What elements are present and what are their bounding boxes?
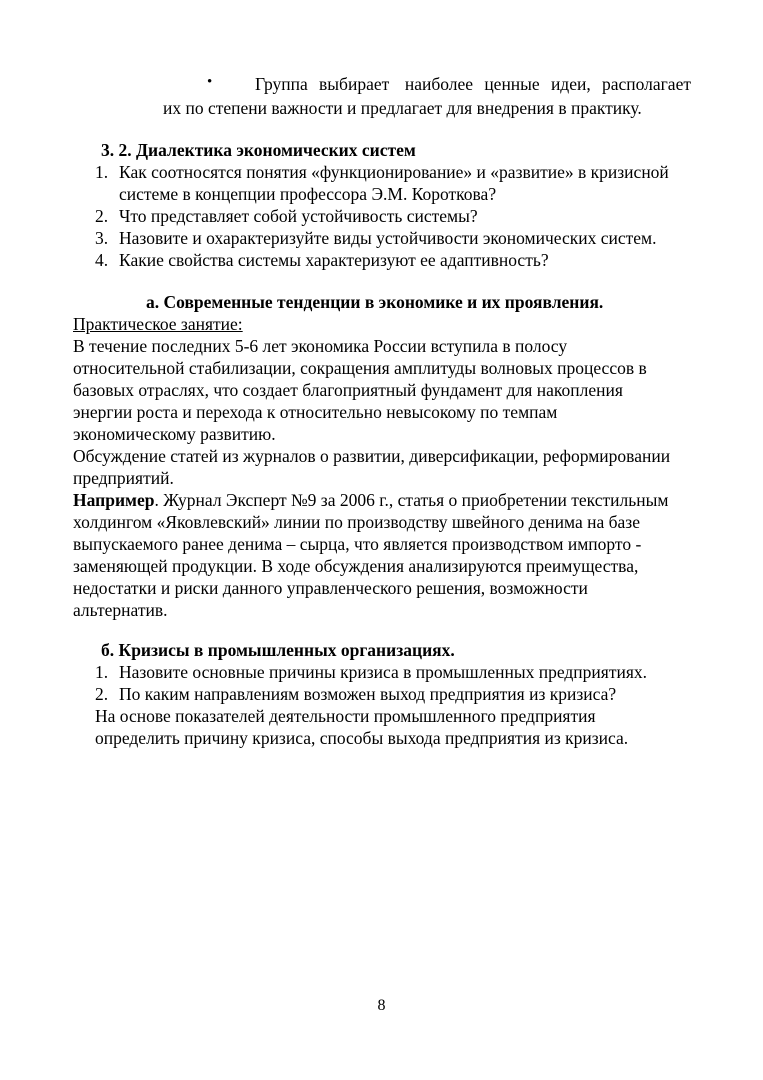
list-number: 1. bbox=[95, 662, 109, 682]
example-line bbox=[73, 489, 668, 511]
word: выбирает bbox=[319, 74, 390, 94]
section-a-heading: а. Современные тенденции в экономике и их проявления. bbox=[146, 292, 604, 312]
practical-session-label: Практическое занятие: bbox=[73, 314, 243, 334]
list-item: Назовите основные причины кризиса в промышленных предприятиях. bbox=[119, 662, 648, 682]
list-item: По каким направлениям возможен выход предприятия из кризиса? bbox=[119, 684, 617, 704]
paragraph-line: выпускаемого ранее денима – сырца, что является производством импорто - bbox=[73, 534, 642, 554]
section-3-2-heading: 3. 2. Диалектика экономических систем bbox=[101, 140, 416, 160]
paragraph-line: экономическому развитию. bbox=[73, 424, 276, 444]
word: располагает bbox=[601, 74, 691, 94]
paragraph-line: базовых отраслях, что создает благоприятный фундамент для накопления bbox=[73, 380, 623, 400]
paragraph-line: На основе показателей деятельности промышленного предприятия bbox=[95, 706, 596, 726]
list-number: 2. bbox=[95, 206, 109, 226]
word: идеи, bbox=[550, 74, 591, 94]
word: Группа bbox=[255, 74, 308, 94]
list-number: 4. bbox=[95, 250, 109, 270]
bullet-text-line2: их по степени важности и предлагает для внедрения в практику. bbox=[163, 98, 642, 118]
paragraph-line: альтернатив. bbox=[73, 600, 168, 620]
paragraph-line: энергии роста и перехода к относительно невысокому по темпам bbox=[73, 402, 558, 422]
paragraph-line: определить причину кризиса, способы выхода предприятия из кризиса. bbox=[95, 728, 629, 748]
word: ценные bbox=[484, 74, 540, 94]
paragraph-line: холдингом «Яковлевский» линии по производству швейного денима на базе bbox=[73, 512, 640, 532]
section-b-heading: б. Кризисы в промышленных организациях. bbox=[101, 640, 455, 660]
example-text: . Журнал Эксперт №9 за 2006 г., статья о приобретении текстильным bbox=[154, 490, 669, 510]
list-item: Какие свойства системы характеризуют ее адаптивность? bbox=[119, 250, 549, 270]
list-number: 1. bbox=[95, 162, 109, 182]
paragraph-line: недостатки и риски данного управленческого решения, возможности bbox=[73, 578, 588, 598]
list-item: Назовите и охарактеризуйте виды устойчивости экономических систем. bbox=[119, 228, 657, 248]
paragraph-line: предприятий. bbox=[73, 468, 174, 488]
list-number: 2. bbox=[95, 684, 109, 704]
paragraph-line: заменяющей продукции. В ходе обсуждения анализируются преимущества, bbox=[73, 556, 639, 576]
list-number: 3. bbox=[95, 228, 109, 248]
example-label: Например bbox=[73, 490, 155, 510]
list-item: Что представляет собой устойчивость системы? bbox=[119, 206, 478, 226]
paragraph-line: В течение последних 5-6 лет экономика России вступила в полосу bbox=[73, 336, 568, 356]
bullet-icon: • bbox=[207, 74, 213, 90]
list-item-continuation: системе в концепции профессора Э.М. Короткова? bbox=[119, 184, 497, 204]
page-number: 8 bbox=[377, 997, 386, 1014]
bullet-text-line1 bbox=[255, 73, 691, 95]
paragraph-line: Обсуждение статей из журналов о развитии, диверсификации, реформировании bbox=[73, 446, 671, 466]
paragraph-line: относительной стабилизации, сокращения амплитуды волновых процессов в bbox=[73, 358, 647, 378]
list-item: Как соотносятся понятия «функционирование» и «развитие» в кризисной bbox=[119, 162, 669, 182]
word: наиболее bbox=[400, 74, 474, 94]
